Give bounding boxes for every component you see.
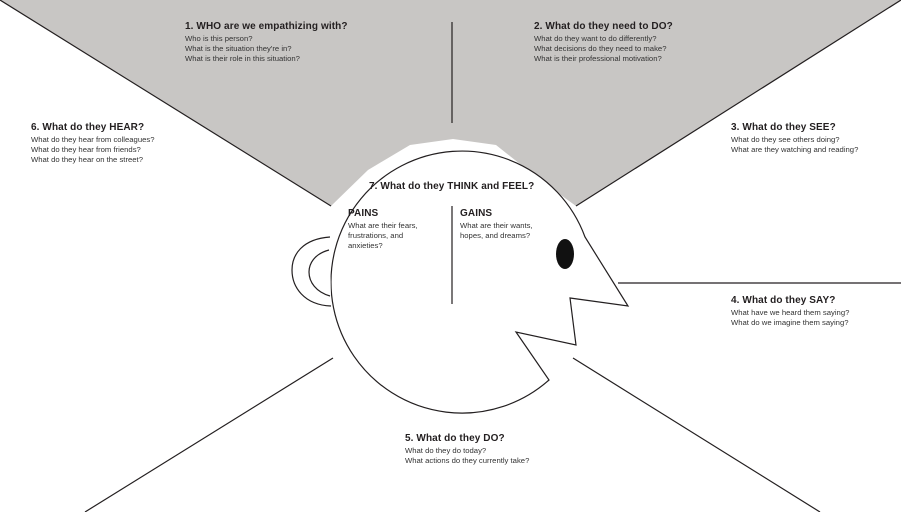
eye (556, 239, 574, 269)
section-hear-title: 6. What do they HEAR? (31, 122, 145, 133)
section-do-question: What actions do they currently take? (405, 456, 530, 465)
section-say-question: What have we heard them saying? (731, 308, 850, 317)
section-need-to-do-question: What decisions do they need to make? (534, 44, 667, 53)
section-gains (460, 208, 560, 241)
section-pains (348, 208, 448, 251)
section-gains-question: What are their wants, (460, 221, 533, 230)
section-think-feel (369, 181, 569, 194)
section-who-title: 1. WHO are we empathizing with? (185, 21, 348, 32)
section-pains-question: What are their fears, (348, 221, 418, 230)
section-say-question: What do we imagine them saying? (731, 318, 849, 327)
section-hear (31, 122, 251, 165)
section-who-question: What is the situation they're in? (185, 44, 292, 53)
section-who-question: Who is this person? (185, 34, 253, 43)
section-need-to-do-title: 2. What do they need to DO? (534, 21, 673, 32)
bottom-left-divider (85, 358, 333, 512)
section-who (185, 21, 425, 64)
section-gains-title: GAINS (460, 208, 493, 219)
section-need-to-do-question: What is their professional motivation? (534, 54, 662, 63)
section-do-title: 5. What do they DO? (405, 433, 505, 444)
section-hear-question: What do they hear on the street? (31, 155, 143, 164)
section-do-question: What do they do today? (405, 446, 487, 455)
section-need-to-do-question: What do they want to do differently? (534, 34, 657, 43)
section-see-question: What are they watching and reading? (731, 145, 859, 154)
section-need-to-do (534, 21, 774, 64)
section-do (405, 433, 625, 466)
section-see-title: 3. What do they SEE? (731, 122, 836, 133)
section-think-feel-title: 7. What do they THINK and FEEL? (369, 181, 535, 192)
section-pains-question: anxieties? (348, 241, 383, 250)
section-who-question: What is their role in this situation? (185, 54, 300, 63)
section-hear-question: What do they hear from colleagues? (31, 135, 155, 144)
section-gains-question: hopes, and dreams? (460, 231, 531, 240)
section-say (731, 295, 899, 328)
section-see (731, 122, 899, 155)
section-pains-question: frustrations, and (348, 231, 404, 240)
section-see-question: What do they see others doing? (731, 135, 840, 144)
ear-outer (292, 237, 331, 306)
section-hear-question: What do they hear from friends? (31, 145, 141, 154)
section-say-title: 4. What do they SAY? (731, 295, 836, 306)
section-pains-title: PAINS (348, 208, 379, 219)
